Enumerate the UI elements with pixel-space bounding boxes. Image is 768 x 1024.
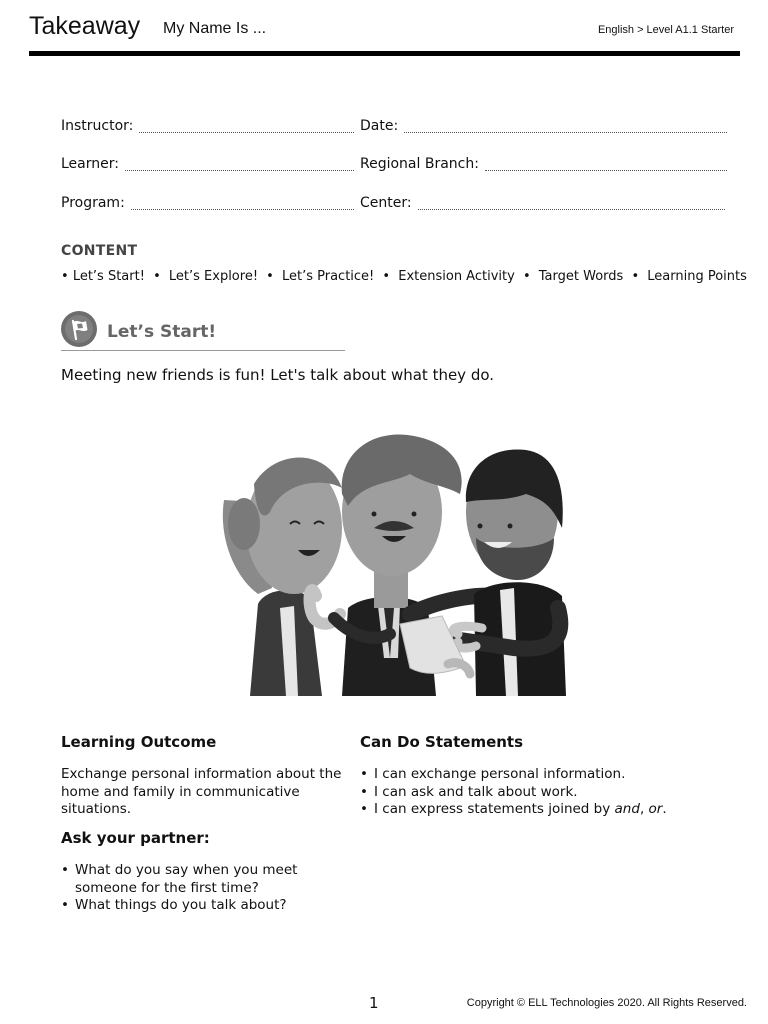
regional-branch-line[interactable] (485, 170, 727, 171)
content-bullet: • (382, 269, 391, 284)
can-do-list (360, 766, 730, 819)
center-field[interactable] (360, 191, 725, 211)
content-item: Let’s Explore! (168, 269, 259, 284)
or-word: or (648, 801, 663, 817)
content-bullet: • (153, 269, 161, 284)
brand-title: Takeaway (29, 12, 141, 40)
content-item: Learning Points (647, 269, 747, 284)
content-item: Let’s Practice! (281, 269, 375, 284)
ask-partner-list (61, 862, 351, 915)
header-divider (29, 51, 740, 56)
copyright-notice: Copyright © ELL Technologies 2020. All Rights Reserved. (466, 997, 747, 1009)
lesson-title: My Name Is ... (163, 20, 267, 37)
and-word: and (614, 801, 640, 817)
list-item: • What do you say when you meet someone for the first time? (61, 862, 351, 897)
content-bullet: • (631, 269, 640, 284)
instructor-label: Instructor: (61, 118, 134, 134)
list-item: • I can exchange personal information. (360, 766, 730, 784)
intro-text: Meeting new friends is fun! Let's talk about what they do. (61, 366, 495, 384)
regional-branch-field[interactable] (360, 152, 727, 172)
section-heading (61, 311, 345, 351)
date-label: Date: (360, 118, 399, 134)
can-do-heading: Can Do Statements (360, 733, 524, 751)
instructor-line[interactable] (139, 132, 354, 133)
learner-field[interactable] (61, 152, 354, 172)
content-bullet: • (266, 269, 274, 284)
learner-line[interactable] (125, 170, 354, 171)
content-list (61, 269, 747, 284)
content-heading: CONTENT (61, 243, 138, 259)
three-people-talking-illustration (214, 428, 570, 698)
statement-text: I can express statements joined by (374, 801, 615, 817)
content-item: Target Words (538, 269, 624, 284)
comma: , (639, 801, 649, 817)
flag-icon (61, 311, 97, 347)
program-label: Program: (61, 195, 125, 211)
learning-outcome-heading: Learning Outcome (61, 733, 217, 751)
content-bullet: • (61, 269, 69, 284)
center-label: Center: (360, 195, 412, 211)
list-item: • What things do you talk about? (61, 897, 351, 915)
ask-partner-heading: Ask your partner: (61, 829, 210, 847)
date-line[interactable] (404, 132, 727, 133)
list-item (360, 801, 730, 819)
list-item: • I can ask and talk about work. (360, 784, 730, 802)
period: . (662, 801, 667, 817)
program-field[interactable] (61, 191, 354, 211)
page-header (29, 12, 740, 44)
content-item: Extension Activity (398, 269, 515, 284)
page-number: 1 (369, 994, 379, 1012)
content-item: Let’s Start! (72, 269, 145, 284)
regional-branch-label: Regional Branch: (360, 156, 479, 172)
content-bullet: • (522, 269, 531, 284)
learner-label: Learner: (61, 156, 119, 172)
instructor-field[interactable] (61, 114, 354, 134)
date-field[interactable] (360, 114, 727, 134)
breadcrumb: English > Level A1.1 Starter (597, 24, 734, 36)
learning-outcome-text: Exchange personal information about the home and family in communicative situations. (61, 766, 342, 817)
program-line[interactable] (131, 209, 354, 210)
section-title: Let’s Start! (107, 322, 217, 342)
center-line[interactable] (418, 209, 725, 210)
